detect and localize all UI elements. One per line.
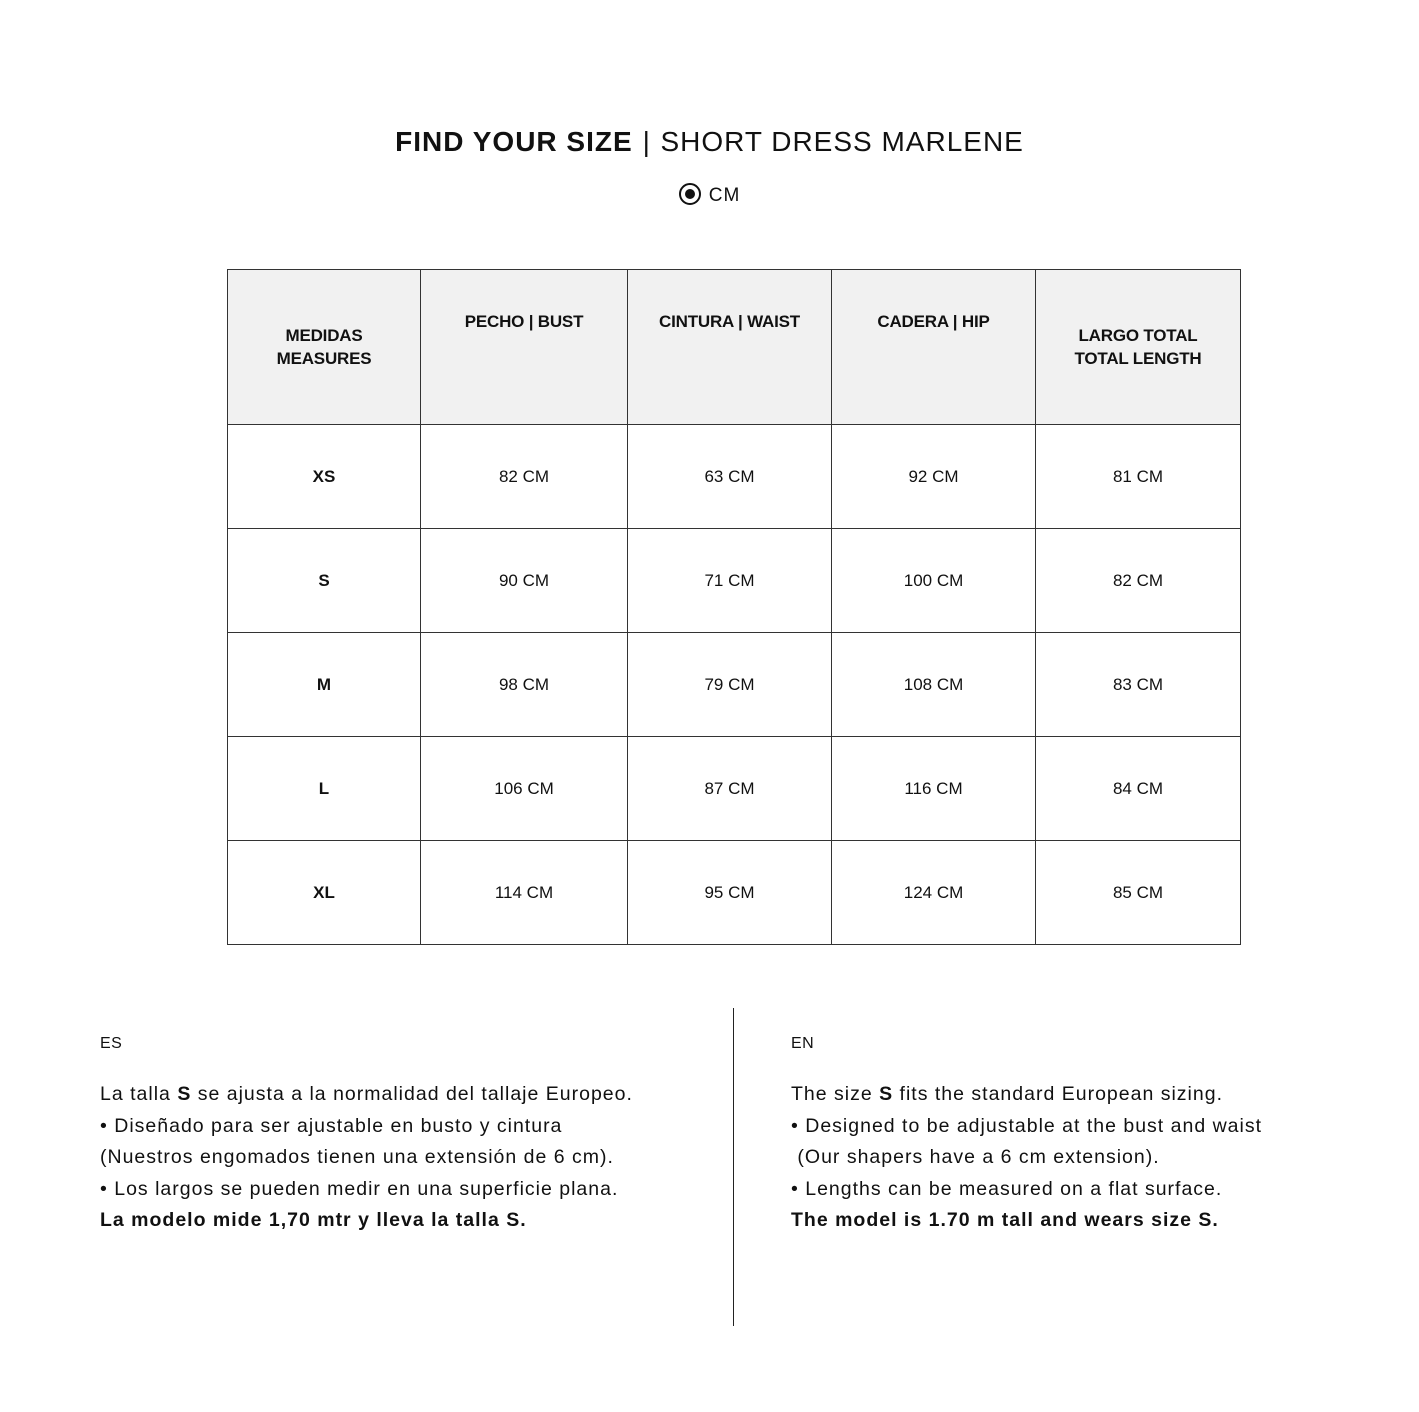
note-es-size-highlight: S [177, 1083, 192, 1105]
notes-divider [733, 1008, 734, 1326]
note-en-line-2: • Designed to be adjustable at the bust and waist [791, 1114, 1263, 1137]
hip-cell: 124 CM [832, 841, 1036, 945]
unit-selector[interactable] [0, 183, 1419, 208]
header-length-en: TOTAL LENGTH [1074, 349, 1202, 368]
length-cell: 82 CM [1036, 529, 1241, 633]
header-total-length [1036, 270, 1241, 425]
length-cell: 83 CM [1036, 633, 1241, 737]
bust-cell: 98 CM [421, 633, 628, 737]
note-es-model-info: La modelo mide 1,70 mtr y lleva la talla S. [100, 1209, 527, 1231]
waist-cell: 95 CM [628, 841, 832, 945]
hip-cell: 92 CM [832, 425, 1036, 529]
table-row [228, 529, 1241, 633]
table-row [228, 633, 1241, 737]
table-row [228, 841, 1241, 945]
note-en-line-1-pre: The size [791, 1083, 880, 1105]
hip-cell: 108 CM [832, 633, 1036, 737]
header-measures-en: MEASURES [276, 349, 372, 368]
waist-cell: 63 CM [628, 425, 832, 529]
header-hip-label: CADERA | HIP [877, 312, 990, 331]
waist-cell: 71 CM [628, 529, 832, 633]
header-bust [421, 270, 628, 425]
note-en-size-highlight: S [879, 1083, 894, 1105]
waist-cell: 79 CM [628, 633, 832, 737]
note-es-line-3: (Nuestros engomados tienen una extensión de 6 cm). [100, 1146, 614, 1168]
header-hip [832, 270, 1036, 425]
bust-cell: 106 CM [421, 737, 628, 841]
note-spanish [100, 1034, 633, 1237]
header-measures [228, 270, 421, 425]
note-lang-es: ES [100, 1035, 123, 1052]
unit-label-cm: CM [708, 185, 741, 206]
header-measures-es: MEDIDAS [285, 326, 363, 345]
note-en-line-1 [791, 1079, 1262, 1111]
waist-cell: 87 CM [628, 737, 832, 841]
table-row [228, 737, 1241, 841]
header-waist [628, 270, 832, 425]
title-find-your-size: FIND YOUR SIZE [395, 126, 633, 157]
product-name: SHORT DRESS MARLENE [660, 126, 1024, 157]
size-cell: S [228, 529, 421, 633]
size-cell: L [228, 737, 421, 841]
bust-cell: 82 CM [421, 425, 628, 529]
header-length-es: LARGO TOTAL [1078, 326, 1198, 345]
note-es-line-1-post: se ajusta a la normalidad del tallaje Europeo. [191, 1083, 633, 1105]
page-title [0, 122, 1419, 162]
size-table [227, 269, 1241, 945]
size-cell: M [228, 633, 421, 737]
title-separator: | [642, 126, 651, 157]
note-en-line-4: • Lengths can be measured on a flat surface. [791, 1177, 1223, 1200]
note-en-model-info: The model is 1.70 m tall and wears size S. [791, 1209, 1219, 1231]
note-en-line-3: (Our shapers have a 6 cm extension). [791, 1146, 1160, 1168]
bust-cell: 90 CM [421, 529, 628, 633]
note-es-line-2: • Diseñado para ser ajustable en busto y cintura [100, 1114, 563, 1137]
note-lang-en: EN [791, 1035, 815, 1052]
note-es-line-4: • Los largos se pueden medir en una superficie plana. [100, 1177, 619, 1200]
size-cell: XL [228, 841, 421, 945]
length-cell: 85 CM [1036, 841, 1241, 945]
note-english [791, 1034, 1262, 1237]
table-row [228, 425, 1241, 529]
note-en-line-1-post: fits the standard European sizing. [893, 1083, 1223, 1105]
note-es-line-1-pre: La talla [100, 1083, 178, 1105]
length-cell: 81 CM [1036, 425, 1241, 529]
table-header-row [228, 270, 1241, 425]
note-es-line-1 [100, 1079, 633, 1111]
hip-cell: 116 CM [832, 737, 1036, 841]
bust-cell: 114 CM [421, 841, 628, 945]
length-cell: 84 CM [1036, 737, 1241, 841]
header-bust-label: PECHO | BUST [464, 312, 584, 331]
size-cell: XS [228, 425, 421, 529]
hip-cell: 100 CM [832, 529, 1036, 633]
unit-radio-selected-icon[interactable] [679, 183, 701, 205]
header-waist-label: CINTURA | WAIST [659, 312, 800, 331]
